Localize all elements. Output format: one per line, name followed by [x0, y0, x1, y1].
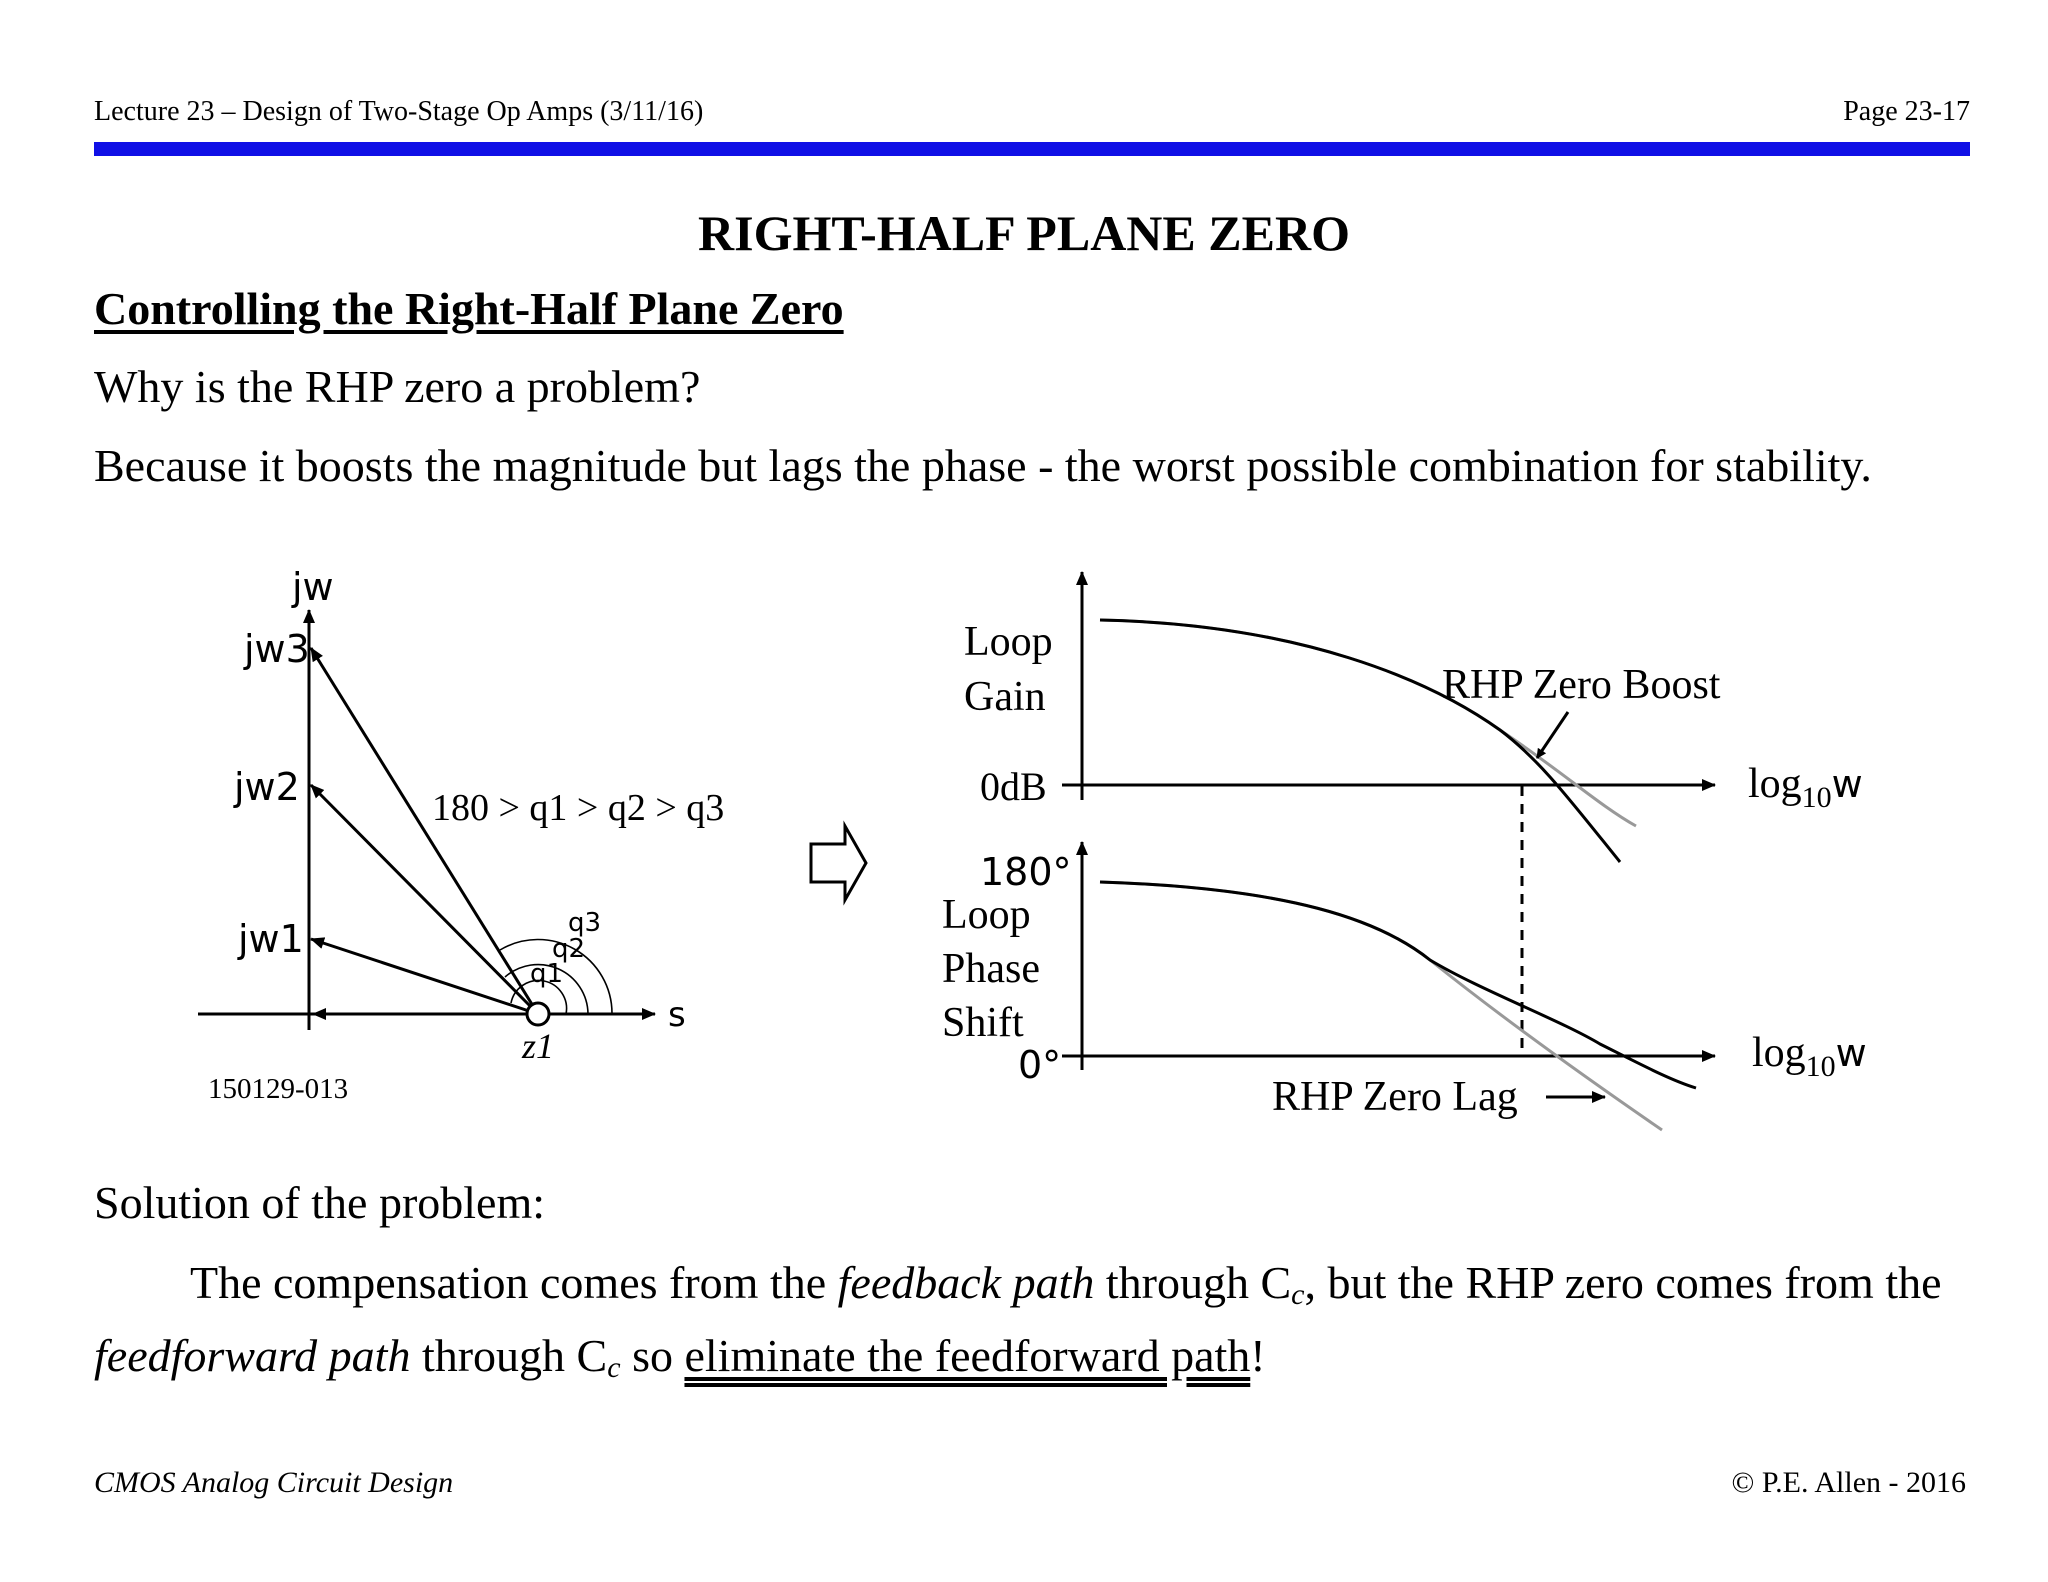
- zero-marker: [527, 1003, 549, 1025]
- x-axis-label-bottom: $\log_{10}w$: [1752, 1030, 1867, 1083]
- boost-pointer: [1537, 712, 1568, 758]
- gain-label-line2: Gain: [964, 674, 1046, 720]
- angle-relation: 180 > q1 > q2 > q3: [432, 787, 725, 829]
- page-number: Page 23-17: [1843, 96, 1970, 127]
- gain-curve-boost: [1100, 620, 1636, 826]
- para-text-1: The compensation comes from the: [190, 1257, 838, 1308]
- phase-label-line2: Phase: [942, 946, 1040, 992]
- solution-heading: Solution of the problem:: [94, 1177, 546, 1228]
- gain-label-line1: Loop: [964, 619, 1053, 665]
- question-text: Why is the RHP zero a problem?: [94, 361, 701, 412]
- zero-label: z1: [522, 1026, 555, 1066]
- label-jw3: jw3: [244, 627, 310, 671]
- page-title: RIGHT-HALF PLANE ZERO: [698, 205, 1350, 261]
- hollow-right-arrow-icon: [811, 826, 866, 900]
- angle-label-q3: q3: [568, 908, 602, 938]
- para-subscript-c1: c: [1291, 1278, 1305, 1311]
- bode-gain-plot: [964, 572, 1863, 862]
- boost-label: RHP Zero Boost: [1442, 662, 1721, 708]
- lag-label: RHP Zero Lag: [1272, 1074, 1518, 1120]
- bode-phase-plot: [942, 842, 1867, 1130]
- figure-id: 150129-013: [208, 1073, 349, 1105]
- para-text-4: through C: [410, 1330, 608, 1381]
- para-feedforward-path: feedforward path: [94, 1330, 411, 1381]
- vector-jw1: [311, 939, 538, 1014]
- phase-label-line1: Loop: [942, 892, 1031, 938]
- vector-jw3: [311, 648, 538, 1014]
- para-text-2: through C: [1094, 1257, 1292, 1308]
- para-text-3: , but the RHP zero comes from the: [1304, 1257, 1942, 1308]
- para-text-5: so: [620, 1330, 685, 1381]
- axis-label-s: s: [668, 995, 686, 1035]
- label-jw2: jw2: [234, 765, 300, 809]
- para-text-6: !: [1250, 1330, 1266, 1381]
- section-heading: Controlling the Right-Half Plane Zero: [94, 283, 844, 334]
- footer-right: © P.E. Allen - 2016: [1731, 1466, 1966, 1499]
- angle-label-q2: q2: [552, 934, 586, 964]
- deg-0-label: 0°: [1018, 1043, 1062, 1087]
- footer-left: CMOS Analog Circuit Design: [94, 1466, 454, 1499]
- header-left: Lecture 23 – Design of Two-Stage Op Amps (3/11/16): [94, 96, 704, 127]
- axis-label-jw: jw: [292, 565, 334, 609]
- gain-curve: [1100, 620, 1620, 862]
- para-feedback-path: feedback path: [837, 1257, 1095, 1308]
- zero-db-label: 0dB: [980, 764, 1047, 809]
- label-jw1: jw1: [238, 917, 304, 961]
- para-subscript-c2: c: [607, 1351, 621, 1384]
- deg-180-label: 180°: [980, 850, 1072, 894]
- pole-zero-diagram: [198, 565, 724, 1105]
- x-axis-label-top: $\log_{10}w$: [1748, 761, 1863, 814]
- para-conclusion: eliminate the feedforward path: [684, 1330, 1251, 1381]
- angle-label-q1: q1: [530, 959, 564, 989]
- answer-text: Because it boosts the magnitude but lags the phase - the worst possible combination for stability.: [94, 440, 1872, 491]
- solution-paragraph: [94, 1252, 1974, 1398]
- phase-label-line3: Shift: [942, 1000, 1024, 1046]
